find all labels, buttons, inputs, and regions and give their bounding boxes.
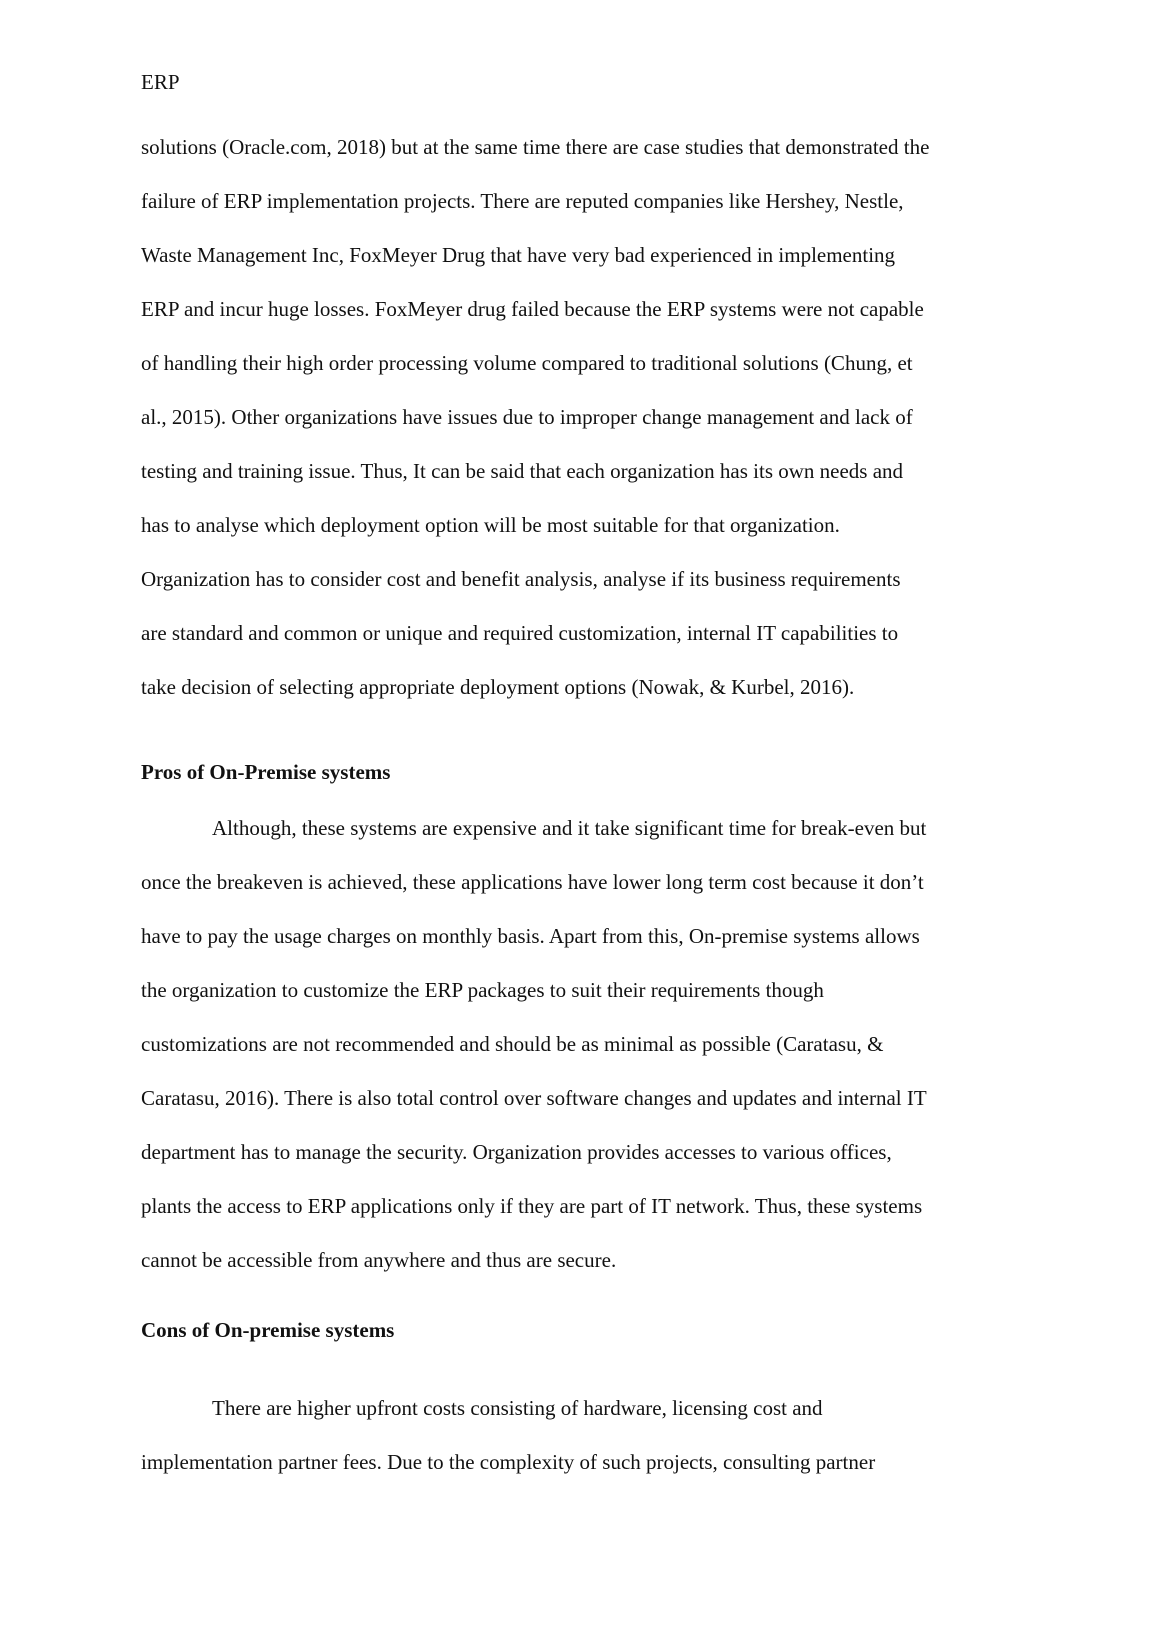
paragraph-line: Although, these systems are expensive and it take significant time for break-even but — [212, 816, 927, 840]
running-head: ERP — [141, 70, 180, 94]
section-heading-cons: Cons of On-premise systems — [141, 1318, 395, 1342]
paragraph-pros — [141, 801, 1041, 1287]
paragraph-cons — [141, 1381, 1041, 1489]
paragraph-line: are standard and common or unique and required customization, internal IT capabilities to — [141, 621, 899, 645]
paragraph-erp-failures — [141, 120, 1041, 714]
paragraph-line: There are higher upfront costs consisting of hardware, licensing cost and — [212, 1396, 823, 1420]
paragraph-line: failure of ERP implementation projects. There are reputed companies like Hershey, Nestle, — [141, 189, 904, 213]
paragraph-line: department has to manage the security. Organization provides accesses to various offices, — [141, 1140, 892, 1164]
paragraph-line: implementation partner fees. Due to the complexity of such projects, consulting partner — [141, 1450, 876, 1474]
section-heading-pros: Pros of On-Premise systems — [141, 760, 391, 784]
paragraph-line: Waste Management Inc, FoxMeyer Drug that have very bad experienced in implementing — [141, 243, 896, 267]
paragraph-line: Organization has to consider cost and benefit analysis, analyse if its business requirements — [141, 567, 901, 591]
paragraph-line: cannot be accessible from anywhere and thus are secure. — [141, 1248, 617, 1272]
paragraph-line: solutions (Oracle.com, 2018) but at the same time there are case studies that demonstrated the — [141, 135, 930, 159]
paragraph-line: take decision of selecting appropriate deployment options (Nowak, & Kurbel, 2016). — [141, 675, 855, 699]
paragraph-line: testing and training issue. Thus, It can be said that each organization has its own needs and — [141, 459, 904, 483]
paragraph-line: Caratasu, 2016). There is also total control over software changes and updates and internal IT — [141, 1086, 927, 1110]
paragraph-line: has to analyse which deployment option will be most suitable for that organization. — [141, 513, 840, 537]
paragraph-line: once the breakeven is achieved, these applications have lower long term cost because it don’t — [141, 870, 924, 894]
paragraph-line: the organization to customize the ERP packages to suit their requirements though — [141, 978, 824, 1002]
paragraph-line: of handling their high order processing volume compared to traditional solutions (Chung, et — [141, 351, 913, 375]
paragraph-line: al., 2015). Other organizations have issues due to improper change management and lack of — [141, 405, 913, 429]
paragraph-line: have to pay the usage charges on monthly basis. Apart from this, On-premise systems allows — [141, 924, 920, 948]
paragraph-line: customizations are not recommended and should be as minimal as possible (Caratasu, & — [141, 1032, 884, 1056]
paragraph-line: plants the access to ERP applications only if they are part of IT network. Thus, these systems — [141, 1194, 923, 1218]
paragraph-line: ERP and incur huge losses. FoxMeyer drug failed because the ERP systems were not capable — [141, 297, 924, 321]
